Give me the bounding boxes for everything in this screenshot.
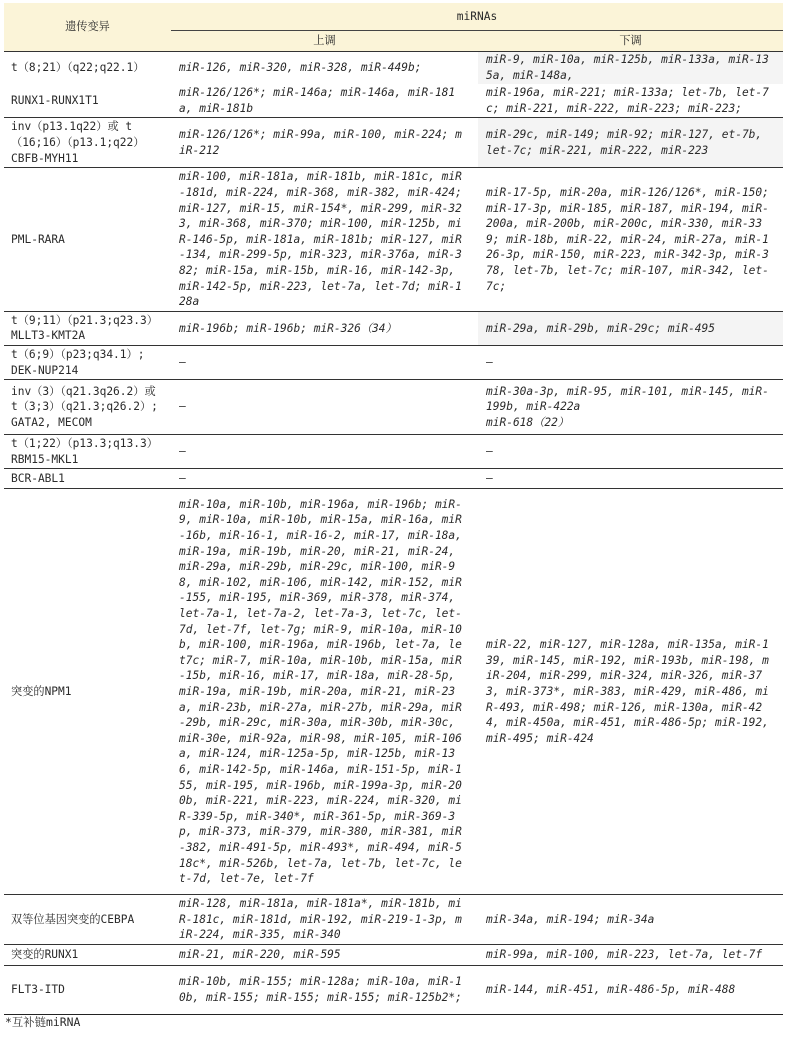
- downregulated-cell: [478, 380, 783, 435]
- genetic-variant-cell: t（8;21）（q22;q22.1）: [11, 61, 145, 75]
- upregulated-cell: [171, 345, 478, 379]
- empty-dash: —: [179, 355, 186, 369]
- table-row: [4, 966, 783, 1015]
- table-row: [4, 435, 783, 469]
- upregulated-cell: miR-196b; miR-196b; miR-326（34）: [179, 321, 397, 335]
- empty-dash: —: [179, 444, 186, 458]
- header-genetic-variant: 遗传变异: [4, 3, 171, 52]
- downregulated-cell: [478, 469, 783, 489]
- empty-dash: —: [179, 400, 186, 414]
- downregulated-cell: miR-17-5p, miR-20a, miR-126/126*, miR-150; miR-17-3p, miR-185, miR-187, miR-194, miR-200a, miR-200b, miR-200c, miR-330, miR-339; miR-18b, miR-22, miR-24, miR-27a, miR-126-3p, miR-150, miR-223, miR-342-3p, miR-378, let-7b, let-7c; miR-107, miR-342, let-7c;: [486, 185, 769, 293]
- upregulated-cell: [171, 435, 478, 469]
- genetic-variant-cell: t（6;9）（p23;q34.1）; DEK-NUP214: [11, 347, 145, 377]
- table-row: [4, 84, 783, 118]
- genetic-variant-cell: inv（p13.1q22）或 t（16;16）（p13.1;q22）CBFB-MYH11: [11, 120, 145, 165]
- table-row: [4, 489, 783, 895]
- table-row: [4, 345, 783, 379]
- table-row: [4, 469, 783, 489]
- downregulated-cell: miR-9, miR-10a, miR-125b, miR-133a, miR-135a, miR-148a,: [478, 52, 783, 85]
- upregulated-cell: miR-10b, miR-155; miR-128a; miR-10a, miR-10b, miR-155; miR-155; miR-155; miR-125b2*;: [179, 975, 462, 1005]
- upregulated-cell: miR-10a, miR-10b, miR-196a, miR-196b; miR-9, miR-10a, miR-10b, miR-15a, miR-16a, miR-16b, miR-16-1, miR-16-2, miR-17, miR-18a, miR-19a, miR-19b, miR-20, miR-21, miR-24, miR-29a, miR-29b, miR-29c, miR-100, miR-98, miR-102, miR-106, miR-142, miR-152, miR-155, miR-195, miR-369, miR-378, miR-374, let-7a-1, let-7a-2, let-7a-3, let-7c, let-7d, let-7f, let-7g; miR-9, miR-10a, miR-10b, miR-100, miR-196a, miR-196b, let-7a, let7c; miR-7, miR-10a, miR-10b, miR-15a, miR-15b, miR-16, miR-17, miR-18a, miR-28-5p, miR-19a, miR-19b, miR-20a, miR-21, miR-23a, miR-23b, miR-27a, miR-27b, miR-29a, miR-29b, miR-29c, miR-30a, miR-30b, miR-30c, miR-30e, miR-92a, miR-98, miR-105, miR-106a, miR-124, miR-125a-5p, miR-125b, miR-136, miR-142-5p, miR-146a, miR-151-5p, miR-155, miR-195, miR-196b, miR-199a-3p, miR-200b, miR-221, miR-223, miR-224, miR-320, miR-339-5p, miR-340*, miR-361-5p, miR-369-3p, miR-373, miR-379, miR-380, miR-381, miR-382, miR-491-5p, miR-493*, miR-494, miR-518c*, miR-526b, let-7a, let-7b, let-7c, let-7d, let-7e, let-7f: [179, 497, 462, 886]
- genetic-variant-cell: t（9;11）（p21.3;q23.3）MLLT3-KMT2A: [11, 313, 158, 343]
- empty-dash: —: [179, 471, 186, 485]
- genetic-variant-cell: PML-RARA: [11, 232, 65, 246]
- table-row: [4, 311, 783, 345]
- downregulated-text: miR-30a-3p, miR-95, miR-101, miR-145, miR-199b, miR-422a: [486, 384, 769, 414]
- header-downregulated: 下调: [478, 31, 783, 52]
- genetic-variant-cell: 突变的RUNX1: [11, 948, 79, 962]
- header-upregulated: 上调: [171, 31, 478, 52]
- downregulated-cell: [478, 435, 783, 469]
- table-row: [4, 118, 783, 168]
- footnote: *互补链miRNA: [5, 1015, 81, 1029]
- genetic-variant-cell: FLT3-ITD: [11, 983, 65, 997]
- upregulated-cell: miR-128, miR-181a, miR-181a*, miR-181b, miR-181c, miR-181d, miR-192, miR-219-1-3p, miR-224, miR-335, miR-340: [179, 897, 462, 942]
- genetic-variant-cell: 双等位基因突变的CEBPA: [11, 912, 135, 926]
- upregulated-cell: miR-100, miR-181a, miR-181b, miR-181c, miR-181d, miR-224, miR-368, miR-382, miR-424; miR-127, miR-15, miR-154*, miR-299, miR-323, miR-368, miR-370; miR-100, miR-125b, miR-146-5p, miR-181a, miR-181b; miR-127, miR-134, miR-299-5p, miR-323, miR-376a, miR-382; miR-15a, miR-15b, miR-16, miR-142-3p, miR-142-5p, miR-223, let-7a, let-7d; miR-128a: [179, 170, 462, 309]
- downregulated-cell: miR-196a, miR-221; miR-133a; let-7b, let-7c; miR-221, miR-222, miR-223; miR-223;: [486, 86, 769, 115]
- table-row: [4, 945, 783, 966]
- upregulated-cell: miR-126/126*; miR-146a; miR-146a, miR-181a, miR-181b: [179, 86, 456, 115]
- genetic-variant-cell: RUNX1-RUNX1T1: [11, 93, 99, 107]
- downregulated-cell: miR-144, miR-451, miR-486-5p, miR-488: [486, 983, 736, 997]
- table-row: [4, 168, 783, 311]
- upregulated-cell: miR-126, miR-320, miR-328, miR-449b;: [179, 60, 422, 74]
- genetic-variant-cell: BCR-ABL1: [11, 471, 65, 485]
- genetic-variant-cell: inv（3）（q21.3q26.2）或 t（3;3）（q21.3;q26.2）; GATA2, MECOM: [11, 384, 158, 429]
- downregulated-cell: miR-29a, miR-29b, miR-29c; miR-495: [478, 311, 783, 345]
- downregulated-cell: miR-29c, miR-149; miR-92; miR-127, et-7b, let-7c; miR-221, miR-222, miR-223: [478, 118, 783, 168]
- table-row: [4, 380, 783, 435]
- upregulated-cell: [171, 469, 478, 489]
- upregulated-cell: [171, 380, 478, 435]
- table-row: [4, 52, 783, 85]
- upregulated-cell: miR-21, miR-220, miR-595: [179, 948, 341, 962]
- empty-dash: —: [486, 471, 493, 485]
- header-mirnas: miRNAs: [171, 3, 783, 31]
- genetic-variant-cell: 突变的NPM1: [11, 684, 72, 698]
- mirna-genetic-variant-table: [4, 3, 783, 1015]
- genetic-variant-cell: t（1;22）（p13.3;q13.3）RBM15-MKL1: [11, 437, 158, 466]
- downregulated-cell: miR-34a, miR-194; miR-34a: [486, 912, 655, 926]
- empty-dash: —: [486, 444, 493, 458]
- downregulated-cell: miR-22, miR-127, miR-128a, miR-135a, miR-139, miR-145, miR-192, miR-193b, miR-198, miR-204, miR-299, miR-324, miR-326, miR-373, miR-373*, miR-383, miR-429, miR-486, miR-493, miR-498; miR-126, miR-130a, miR-424, miR-450a, miR-451, miR-486-5p; miR-192, miR-495; miR-424: [486, 638, 769, 745]
- downregulated-cell: miR-99a, miR-100, miR-223, let-7a, let-7f: [486, 948, 763, 962]
- downregulated-text-extra: miR-618（22）: [486, 415, 569, 429]
- downregulated-cell: [478, 345, 783, 379]
- empty-dash: —: [486, 355, 493, 369]
- table-row: [4, 895, 783, 945]
- upregulated-cell: miR-126/126*; miR-99a, miR-100, miR-224; miR-212: [179, 128, 462, 157]
